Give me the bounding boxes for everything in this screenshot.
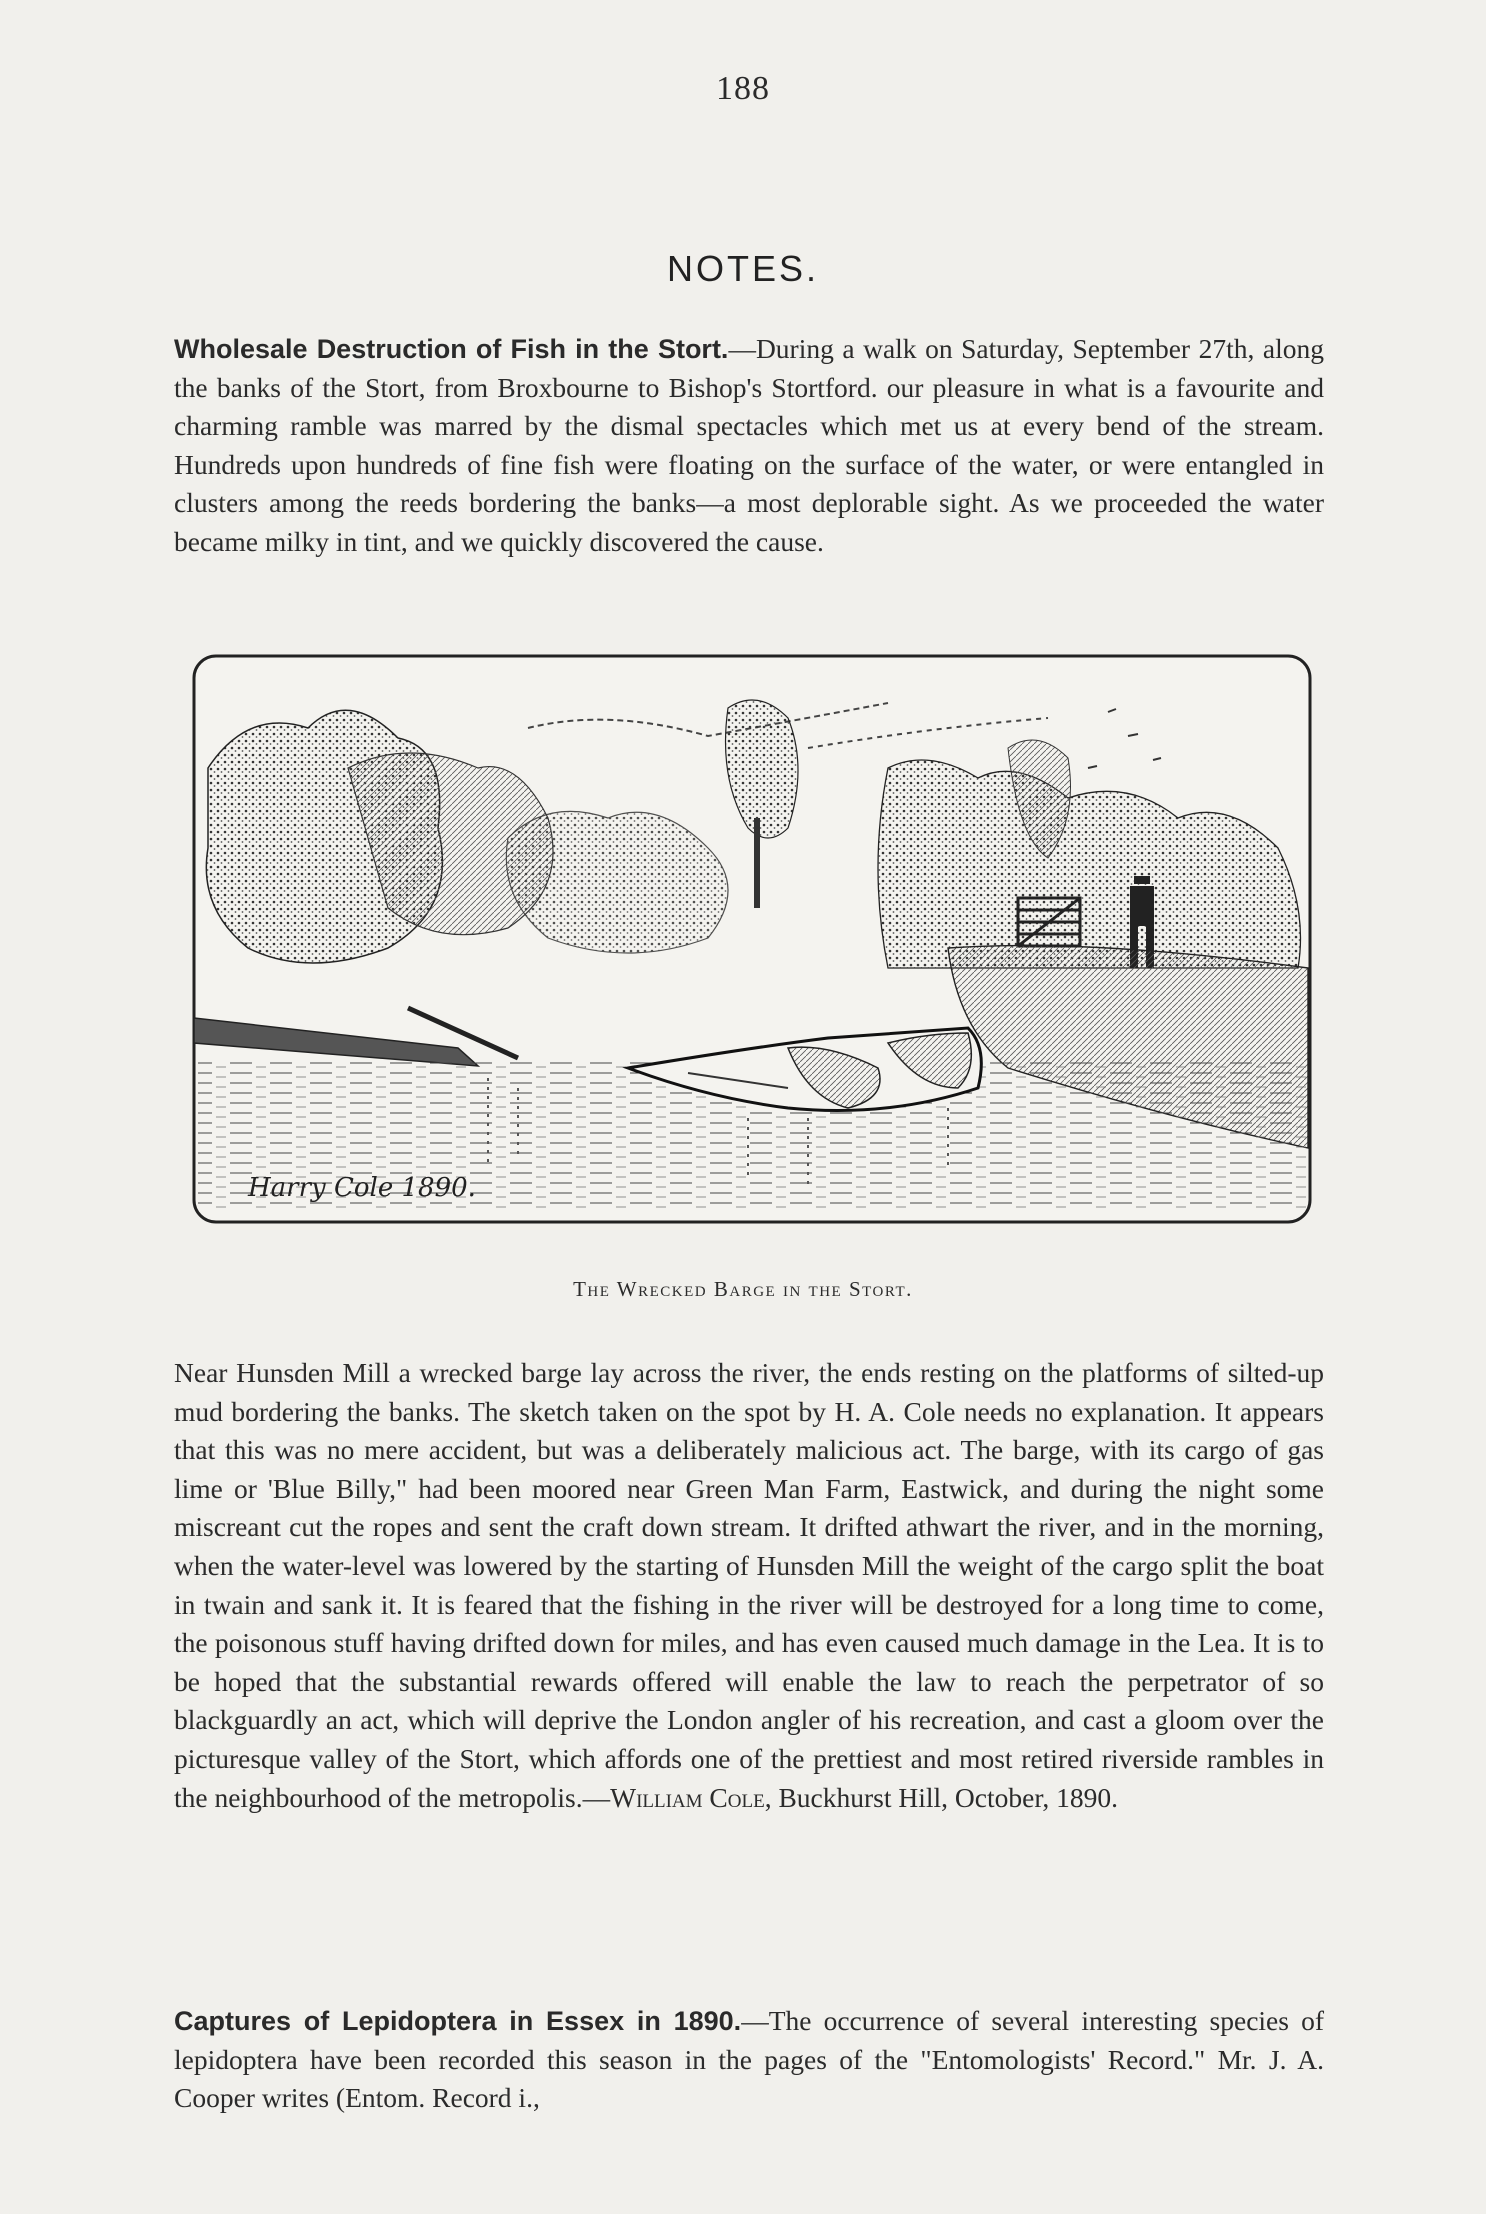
note-fish-destruction	[174, 330, 1324, 562]
note-body: —During a walk on Saturday, September 27th, along the banks of the Stort, from Broxbourne to Bishop's Stortford. our pleasure in what is a favourite and charming ramble was marred by the dismal spectacles which met us at every bend of the stream. Hundreds upon hundreds of fine fish were floating on the surface of the water, or were entangled in clusters among the reeds bordering the banks—a most deplorable sight. As we proceeded the water became milky in tint, and we quickly discovered the cause.	[174, 333, 1324, 557]
note-body: —The occurrence of several interesting species of lepidoptera have been recorded this season in the pages of the "Entomologists' Record." Mr. J. A. Cooper writes (Entom. Record i.,	[174, 2005, 1324, 2114]
author-name: William Cole	[610, 1781, 765, 1813]
note-lepidoptera	[174, 2002, 1324, 2118]
figure-caption: The Wrecked Barge in the Stort.	[573, 1277, 913, 1301]
note-body: Near Hunsden Mill a wrecked barge lay across the river, the ends resting on the platforms of silted-up mud bordering the banks. The sketch taken on the spot by H. A. Cole needs no explanation. It appears that this was no mere accident, but was a deliberately malicious act. The barge, with its cargo of gas lime or 'Blue Billy," had been moored near Green Man Farm, Eastwick, and during the night some miscreant cut the ropes and sent the craft down stream. It drifted athwart the river, and in the morning, when the water-level was lowered by the starting of Hunsden Mill the weight of the cargo split the boat in twain and sank it. It is feared that the fishing in the river will be destroyed for a long time to come, the poisonous stuff having drifted down for miles, and has even caused much damage in the Lea. It is to be hoped that the substantial rewards offered will enable the law to reach the perpetrator of so blackguardly an act, which will deprive the London angler of his recreation, and cast a gloom over the picturesque valley of the Stort, which affords one of the prettiest and most retired riverside rambles in the neighbourhood of the metropolis.—	[174, 1357, 1324, 1813]
note-title: Wholesale Destruction of Fish in the Stort.	[174, 334, 729, 364]
author-place-date: , Buckhurst Hill, October, 1890.	[764, 1781, 1119, 1813]
note-barge-story	[174, 1354, 1324, 1817]
section-heading: NOTES.	[666, 248, 819, 289]
page-number: 188	[716, 70, 770, 107]
barge-illustration	[188, 648, 1316, 1230]
artist-signature: Harry Cole 1890.	[248, 1173, 476, 1203]
note-title: Captures of Lepidoptera in Essex in 1890.	[174, 2006, 742, 2036]
